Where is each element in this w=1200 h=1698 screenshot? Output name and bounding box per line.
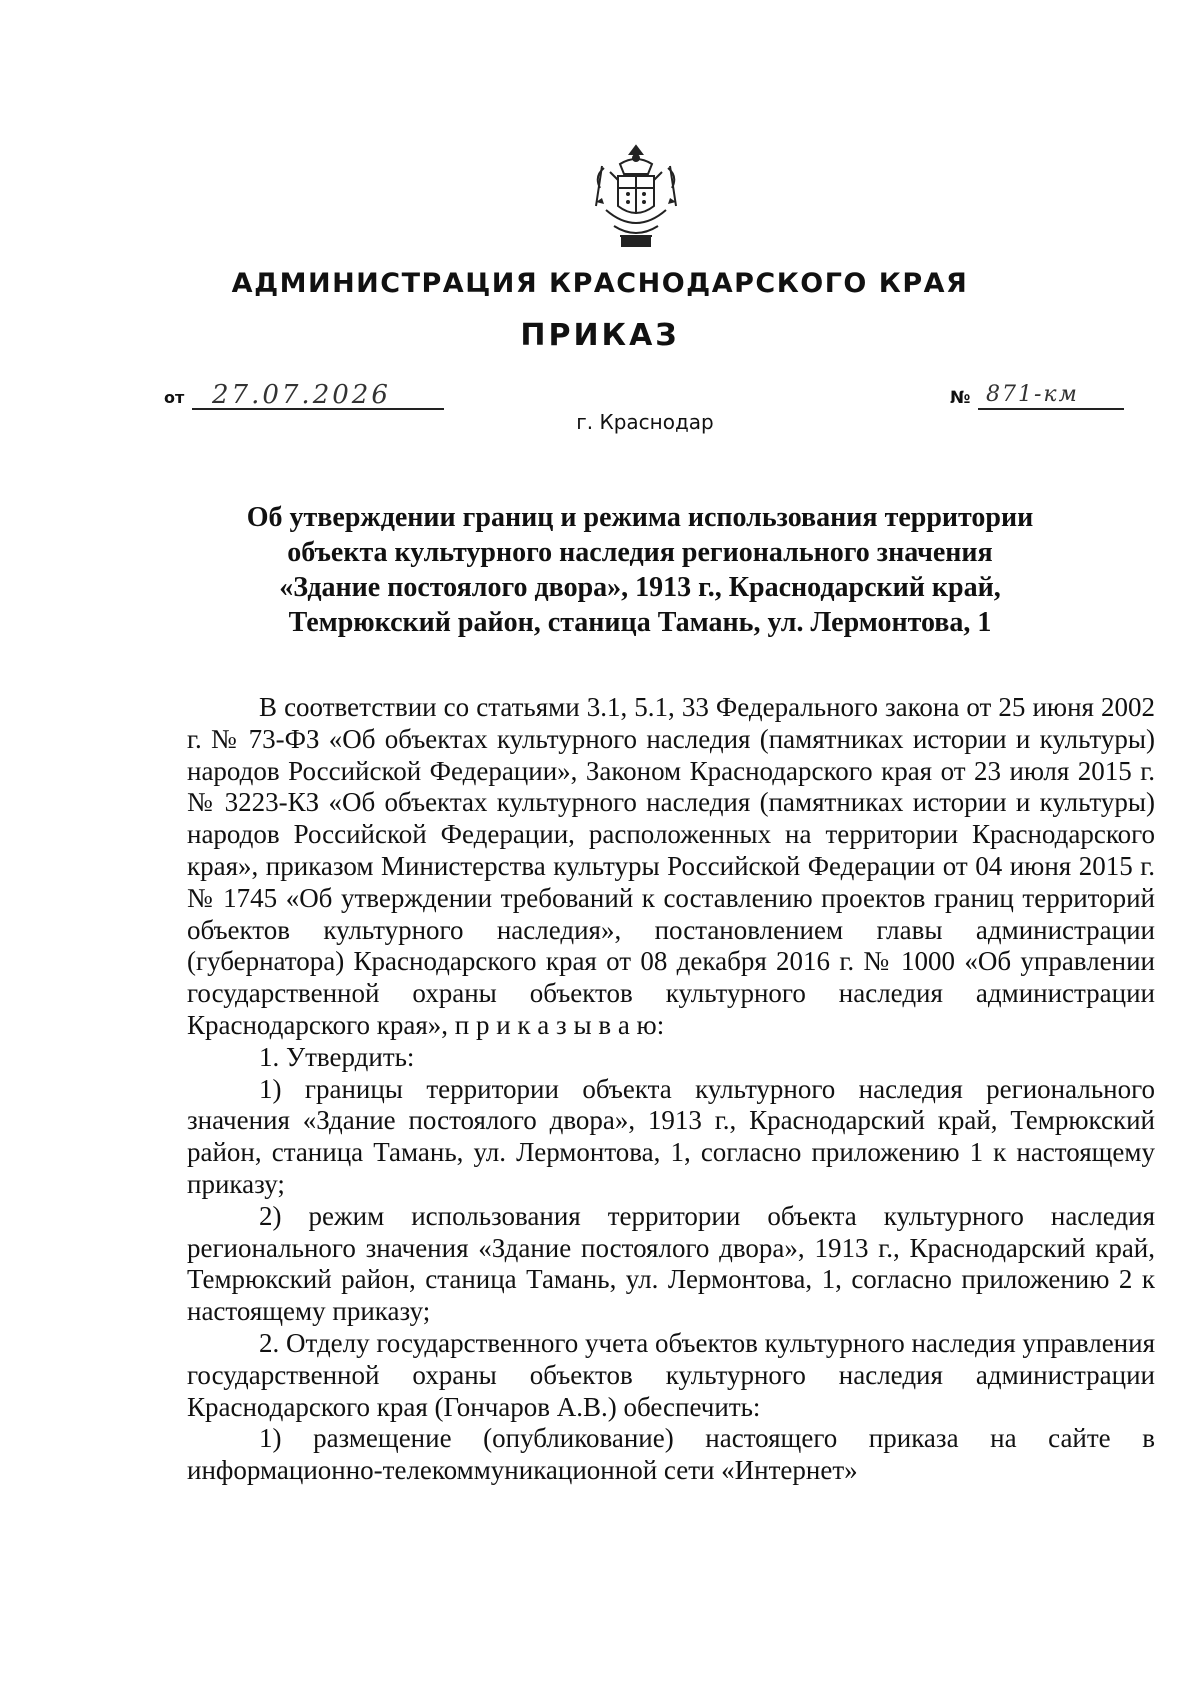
title-line: объекта культурного наследия регионального значения: [287, 537, 993, 568]
title-line: Об утверждении границ и режима использования территории: [246, 502, 1034, 533]
title-line: Темрюкский район, станица Тамань, ул. Лермонтова, 1: [288, 607, 992, 638]
number-label: №: [950, 388, 971, 408]
body-paragraph: 1) размещение (опубликование) настоящего приказа на сайте в информационно-телекоммуникационной сети «Интернет»: [187, 1423, 1155, 1486]
document-type: ПРИКАЗ: [520, 318, 680, 353]
city-name: г. Краснодар: [576, 410, 714, 434]
date-handwritten: 27.07.2026: [212, 380, 391, 410]
number-handwritten: 871-км: [986, 382, 1079, 407]
organization-name: АДМИНИСТРАЦИЯ КРАСНОДАРСКОГО КРАЯ: [231, 268, 969, 299]
title-line: «Здание постоялого двора», 1913 г., Краснодарский край,: [279, 572, 1001, 603]
body-paragraph: 2. Отделу государственного учета объектов культурного наследия управления государственной охраны объектов культурного наследия администрации Краснодарского края (Гончаров А.В.) обеспечить:: [187, 1327, 1155, 1422]
document-body: [187, 692, 1155, 1487]
document-title: [200, 500, 1080, 640]
body-paragraph: В соответствии со статьями 3.1, 5.1, 33 Федерального закона от 25 июня 2002 г. № 73-ФЗ «Об объектах культурного наследия (памятниках истории и культуры) народов Российской Федерации», Законом Краснодарского края от 23 июля 2015 г. № 3223-КЗ «Об объектах культурного наследия (памятниках истории и культуры) народов Российской Федерации, расположенных на территории Краснодарского края», приказом Министерства культуры Российской Федерации от 04 июня 2015 г. № 1745 «Об утверждении требований к составлению проектов границ территорий объектов культурного наследия», постановлением главы администрации (губернатора) Краснодарского края от 08 декабря 2016 г. № 1000 «Об управлении государственной охраны объектов культурного наследия администрации Краснодарского края», п р и к а з ы в а ю:: [187, 692, 1155, 1040]
date-label: от: [164, 388, 185, 407]
body-paragraph: 1. Утвердить:: [259, 1041, 415, 1072]
coat-of-arms-emblem: [590, 142, 682, 252]
body-paragraph: 2) режим использования территории объекта культурного наследия регионального значения «Здание постоялого двора», 1913 г., Краснодарский край, Темрюкский район, станица Тамань, ул. Лермонтова, 1, согласно приложению 2 к настоящему приказу;: [187, 1200, 1155, 1327]
body-paragraph: 1) границы территории объекта культурного наследия регионального значения «Здание постоялого двора», 1913 г., Краснодарский край, Темрюкский район, станица Тамань, ул. Лермонтова, 1, согласно приложению 1 к настоящему приказу;: [187, 1073, 1155, 1199]
